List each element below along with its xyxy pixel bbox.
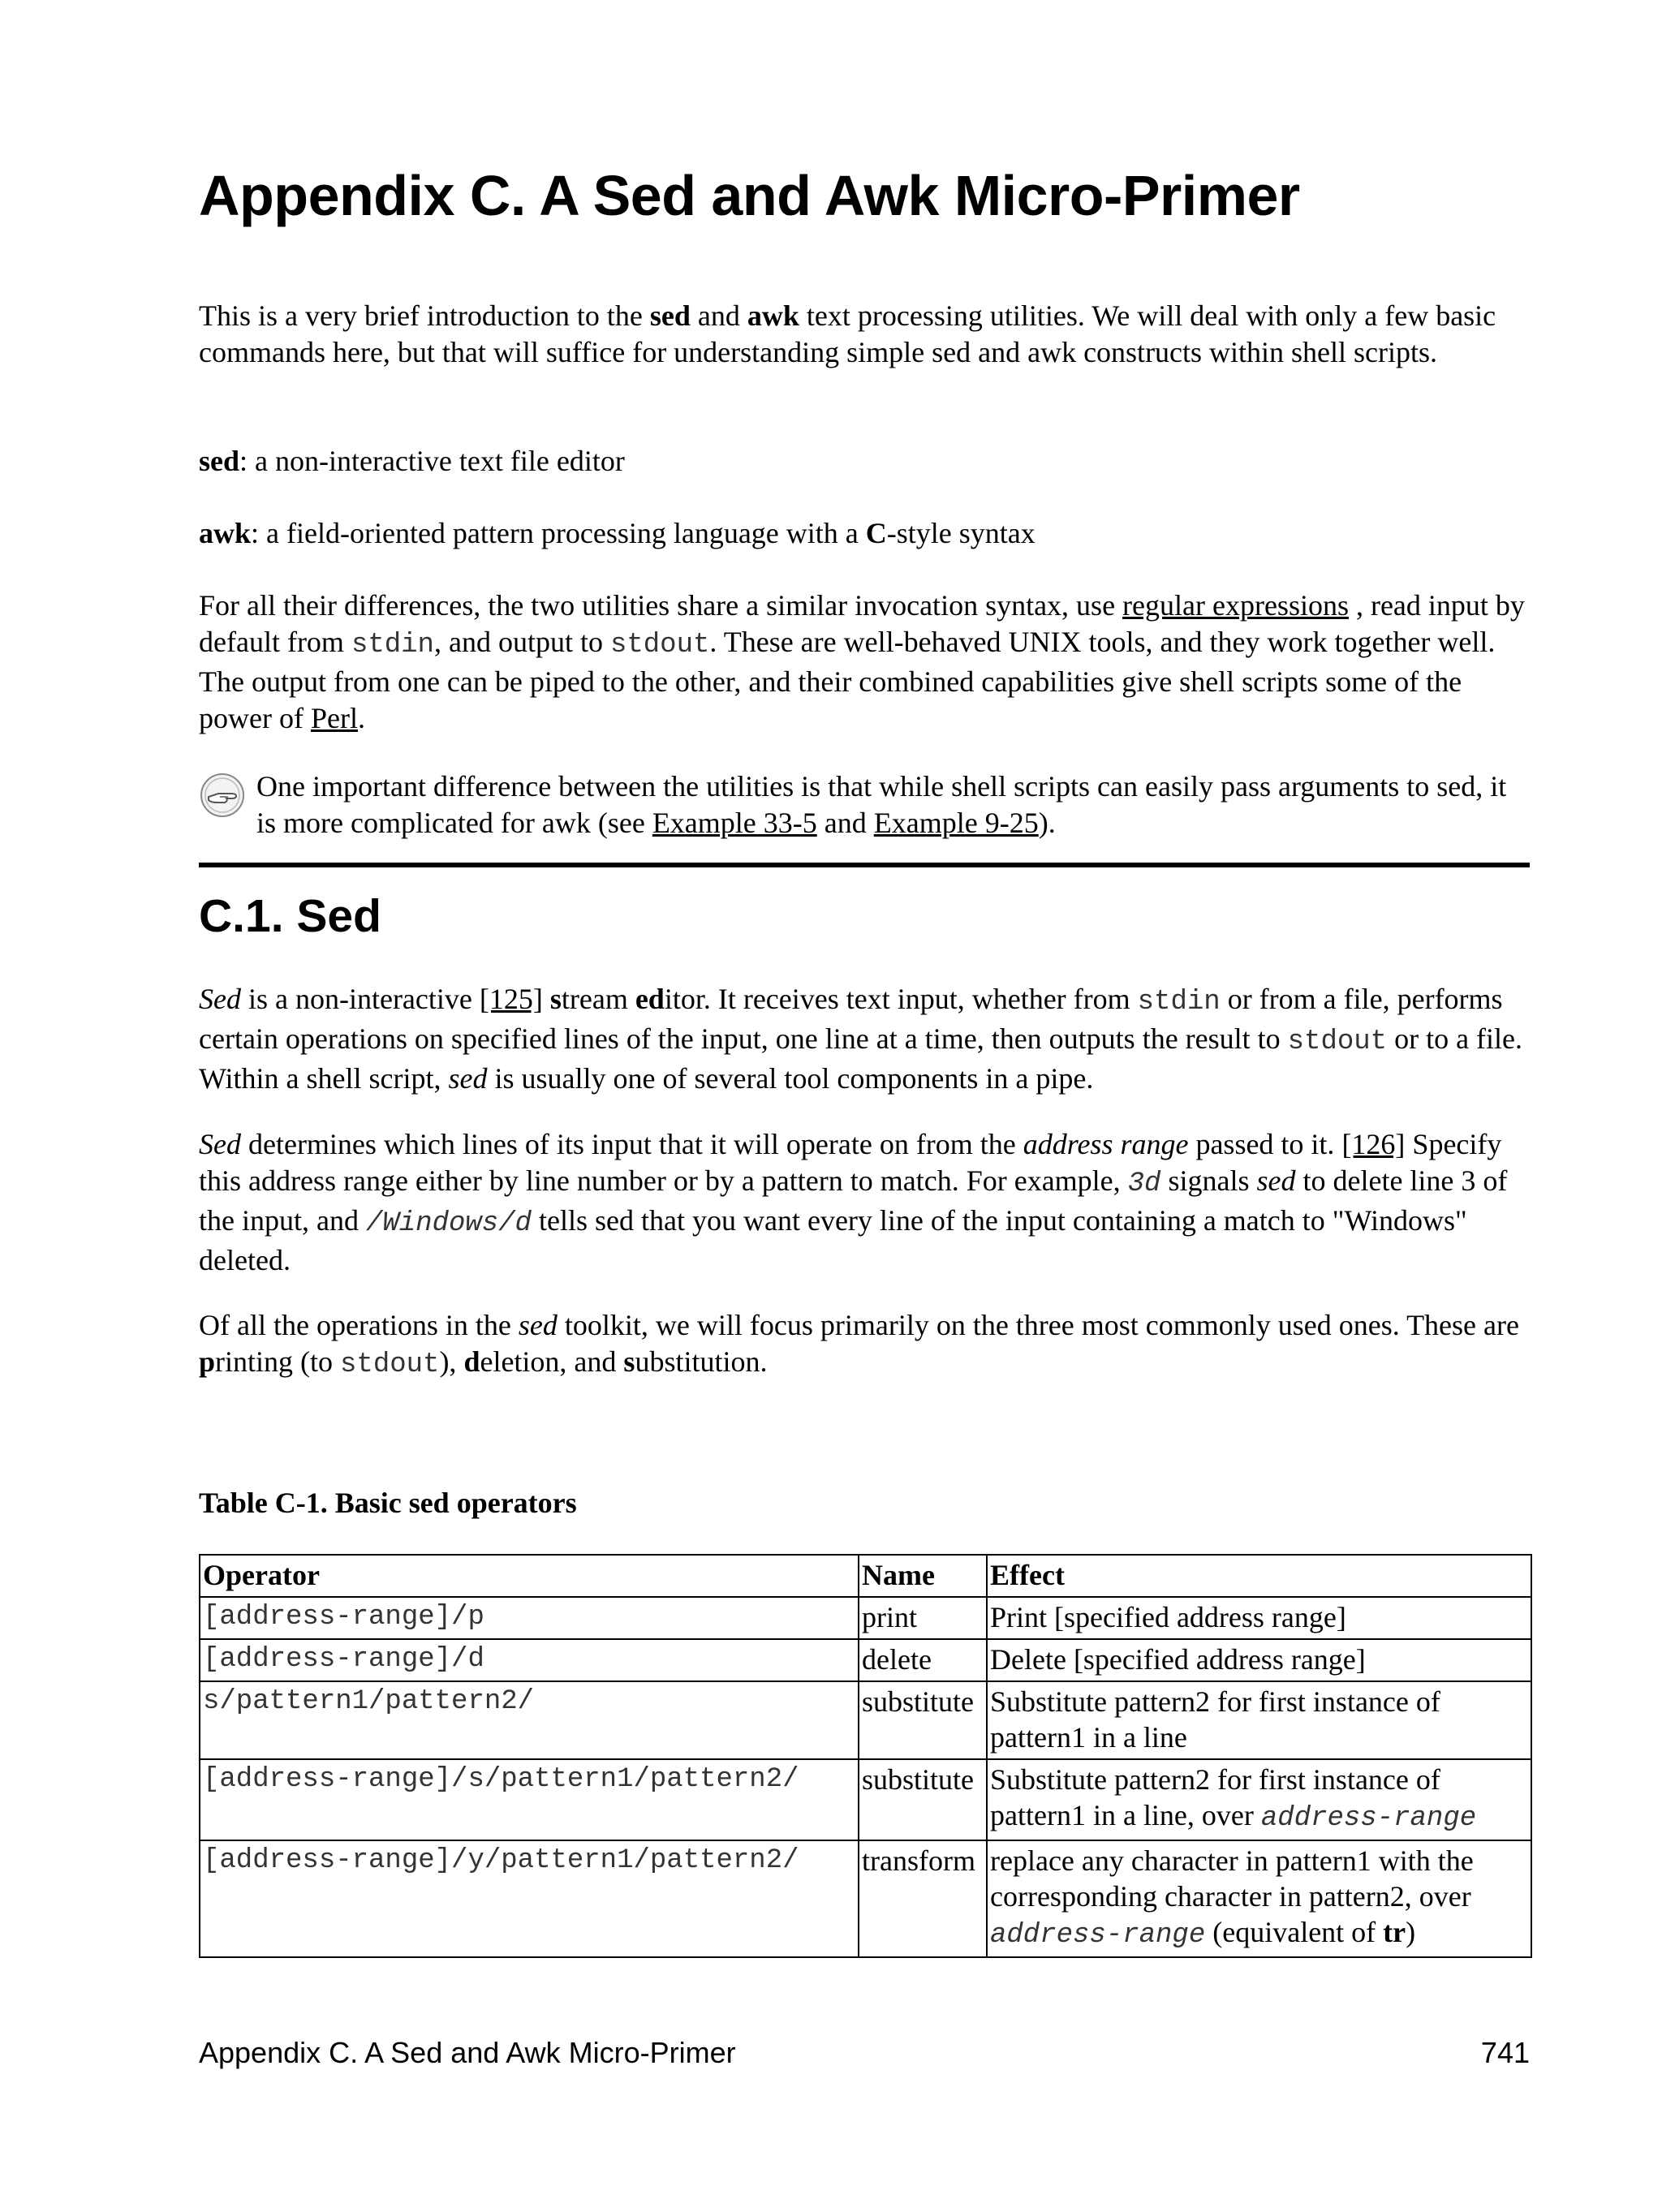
perl-link[interactable]: Perl xyxy=(310,702,358,734)
effect-cell: Print [specified address range] xyxy=(987,1597,1531,1639)
footer-page-number: 741 xyxy=(1480,2036,1530,2069)
operator-cell: [address-range]/y/pattern1/pattern2/ xyxy=(200,1840,859,1957)
sed-paragraph-3: Of all the operations in the sed toolkit, we will focus primarily on the three most commonly used ones. These are printing (to stdout), deletion, and substitution. xyxy=(199,1309,1519,1380)
section-title: C.1. Sed xyxy=(199,890,381,942)
name-cell: print xyxy=(859,1597,987,1639)
example-9-25-link[interactable]: Example 9-25 xyxy=(873,807,1039,839)
name-cell: substitute xyxy=(859,1759,987,1840)
effect-cell: Substitute pattern2 for first instance of pattern1 in a line, over address-range xyxy=(987,1759,1531,1840)
footnote-126-link[interactable]: [126] xyxy=(1341,1128,1406,1160)
intro-paragraph: This is a very brief introduction to the sed and awk text processing utilities. We will deal with only a few basic commands here, but that will suffice for understanding simple sed and awk constructs within shell scripts. xyxy=(199,299,1496,368)
header-name: Name xyxy=(859,1555,987,1597)
name-cell: delete xyxy=(859,1639,987,1681)
awk-definition: awk: a field-oriented pattern processing language with a C-style syntax xyxy=(199,517,1036,549)
operator-cell: [address-range]/s/pattern1/pattern2/ xyxy=(200,1759,859,1840)
footer-chapter-title: Appendix C. A Sed and Awk Micro-Primer xyxy=(199,2036,736,2069)
operator-cell: [address-range]/p xyxy=(200,1597,859,1639)
name-cell: transform xyxy=(859,1840,987,1957)
differences-paragraph: For all their differences, the two utilities share a similar invocation syntax, use regular expressions , read input by default from stdin, and output to stdout. These are well-behaved UNIX tools, and they work together well. The output from one can be piped to the other, and their combined capabilities give shell scripts some of the power of Perl. xyxy=(199,589,1525,734)
table-header-row xyxy=(200,1555,1531,1597)
example-33-5-link[interactable]: Example 33-5 xyxy=(652,807,817,839)
footnote-125-link[interactable]: [125] xyxy=(479,983,543,1015)
name-cell: substitute xyxy=(859,1681,987,1759)
operator-cell: [address-range]/d xyxy=(200,1639,859,1681)
header-operator: Operator xyxy=(200,1555,859,1597)
sed-paragraph-1: Sed is a non-interactive [125] stream editor. It receives text input, whether from stdin or from a file, performs certain operations on specified lines of the input, one line at a time, then outputs the result to stdout or to a file. Within a shell script, sed is usually one of several tool components in a pipe. xyxy=(199,983,1523,1095)
sed-operators-table xyxy=(199,1554,1532,1958)
sed-definition: sed: a non-interactive text file editor xyxy=(199,445,625,477)
table-row xyxy=(200,1840,1531,1957)
table-caption: Table C-1. Basic sed operators xyxy=(199,1487,577,1519)
effect-cell: Substitute pattern2 for first instance of pattern1 in a line xyxy=(987,1681,1531,1759)
section-divider xyxy=(199,863,1530,867)
table-row xyxy=(200,1759,1531,1840)
table-row xyxy=(200,1681,1531,1759)
regular-expressions-link[interactable]: regular expressions xyxy=(1122,589,1349,622)
effect-cell: replace any character in pattern1 with the corresponding character in pattern2, over address-range (equivalent of tr) xyxy=(987,1840,1531,1957)
header-effect: Effect xyxy=(987,1555,1531,1597)
note-text: One important difference between the utilities is that while shell scripts can easily pass arguments to sed, it is more complicated for awk (see Example 33-5 and Example 9-25). xyxy=(256,770,1507,839)
effect-cell: Delete [specified address range] xyxy=(987,1639,1531,1681)
operator-cell: s/pattern1/pattern2/ xyxy=(200,1681,859,1759)
pointing-hand-note-icon xyxy=(199,772,246,819)
table-row xyxy=(200,1597,1531,1639)
page-title: Appendix C. A Sed and Awk Micro-Primer xyxy=(199,164,1300,227)
sed-paragraph-2: Sed determines which lines of its input that it will operate on from the address range passed to it. [126] Specify this address range either by line number or by a pattern to match. For example, 3d signals sed to delete line 3 of the input, and /Windows/d tells sed that you want every line of the input containing a match to "Windows" deleted. xyxy=(199,1128,1508,1276)
table-row xyxy=(200,1639,1531,1681)
